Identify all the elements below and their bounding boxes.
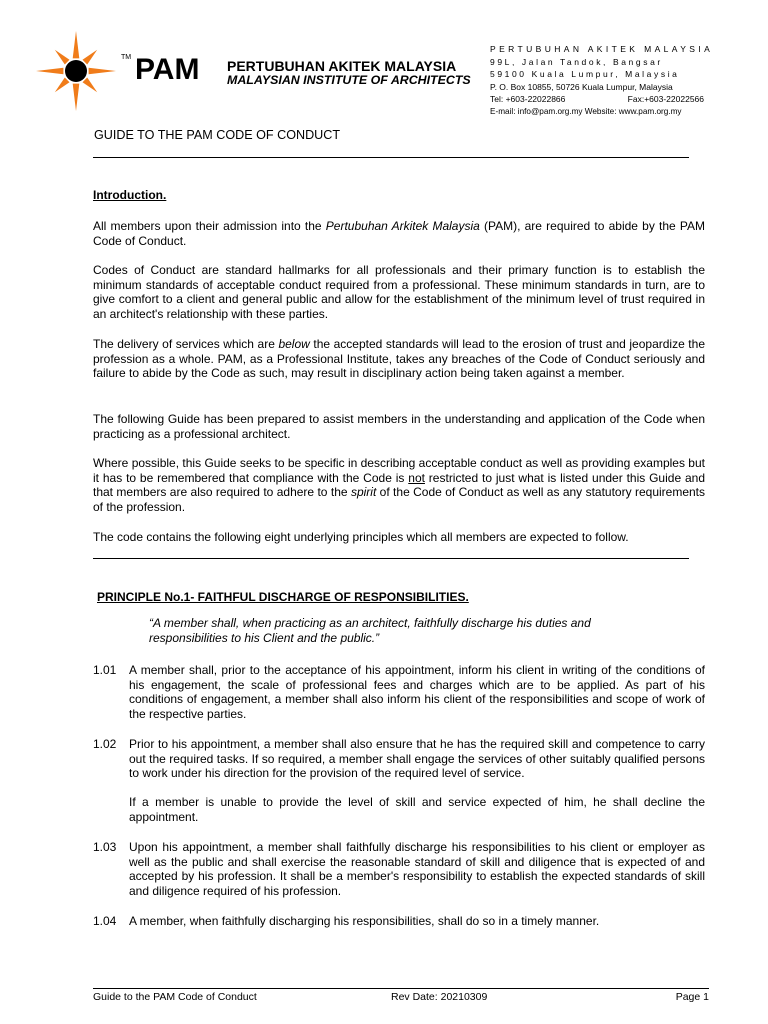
fax: Fax:+603-22022566 [627, 94, 704, 104]
clause-number: 1.02 [93, 737, 117, 751]
telephone: Tel: +603-22022866 [490, 94, 566, 104]
footer-rev-date: Rev Date: 20210309 [391, 991, 488, 1003]
p3-text-em: below [278, 337, 310, 351]
intro-paragraph-6: The code contains the following eight underlying principles which all members are expected to follow. [93, 530, 629, 544]
intro-paragraph-3 [93, 337, 705, 381]
p5-text-em: spirit [350, 485, 377, 500]
intro-paragraph-1 [93, 219, 705, 248]
clause-text: Prior to his appointment, a member shall also ensure that he has the required skill and competence to carry out the required tasks. If so required, a member shall engage the services of other suitably qualified persons to work under his direction for the provision of the required level of service. [129, 737, 705, 781]
address-block [490, 43, 714, 118]
page-footer [93, 988, 709, 1003]
p3-text-b: the accepted standards will lead to the erosion of trust and jeopardize the profession as a whole. PAM, as a Professional Institute, takes any breaches of the Code of Conduct seriously and failure to abide by the Code as such, may result in disciplinary action being taken against a member. [93, 337, 705, 381]
clause-text: Upon his appointment, a member shall faithfully discharge his responsibilities to his client or employer as well as the public and shall exercise the reasonable standard of skill and diligence that is expected of and accepted by his profession. It shall be a member's responsibility to establish the expected standards of skill and diligence required of his profession. [129, 840, 705, 898]
clause-number: 1.01 [93, 663, 117, 677]
document-title: GUIDE TO THE PAM CODE OF CONDUCT [94, 128, 341, 142]
logo-ray [83, 78, 98, 93]
contact-row [490, 93, 704, 106]
logo-ray [73, 84, 80, 111]
p5-text-a: Where possible, this Guide seeks to be specific in describing acceptable conduct as well as providing examples but it has to be remembered that compliance with the Code is [93, 456, 705, 485]
org-name: PERTUBUHAN AKITEK MALAYSIA [227, 58, 457, 74]
address-line-1: PERTUBUHAN AKITEK MALAYSIA [490, 44, 714, 54]
clause-number: 1.04 [93, 914, 117, 928]
logo-ray [36, 68, 63, 75]
address-line-3: 59100 Kuala Lumpur, Malaysia [490, 69, 680, 79]
org-name-english: MALAYSIAN INSTITUTE OF ARCHITECTS [227, 73, 471, 87]
footer-doc-name: Guide to the PAM Code of Conduct [93, 991, 257, 1003]
principle-quote: “A member shall, when practicing as an architect, faithfully discharge his duties and responsibilities to his Client and the public.” [149, 616, 591, 645]
intro-heading: Introduction. [93, 188, 167, 202]
trademark-mark: TM [121, 54, 132, 61]
principle-heading: PRINCIPLE No.1- FAITHFUL DISCHARGE OF RESPONSIBILITIES. [97, 590, 469, 604]
address-line-4: P. O. Box 10855, 50726 Kuala Lumpur, Malaysia [490, 81, 673, 92]
p5-text-b: restricted to just what is listed under this Guide and that members are also required to adhere to the [93, 470, 705, 500]
p3-text-a: The delivery of services which are [93, 337, 279, 351]
clause-text: A member, when faithfully discharging his responsibilities, shall do so in a timely manner. [129, 914, 600, 928]
p1-text-b: (PAM), are required to abide by the PAM Code of Conduct. [93, 219, 706, 248]
footer-page-number: Page 1 [675, 991, 709, 1003]
clause-number: 1.03 [93, 840, 117, 854]
brand-wordmark: PAM [135, 53, 200, 86]
address-line-2: 99L, Jalan Tandok, Bangsar [490, 56, 663, 67]
email-website: E-mail: info@pam.org.my Website: www.pam.org.my [490, 106, 682, 116]
p5-text-underline: not [408, 470, 425, 485]
p5-text-c: of the Code of Conduct as well as any statutory requirements of the profession. [93, 485, 706, 514]
p1-text-em: Pertubuhan Arkitek Malaysia [325, 219, 480, 233]
p1-text-a: All members upon their admission into the [93, 219, 326, 233]
logo-ray [55, 78, 70, 93]
title-divider [93, 157, 689, 158]
section-divider [93, 558, 689, 559]
logo-ray [73, 31, 80, 58]
clause-text: A member shall, prior to the acceptance of his appointment, inform his client in writing of the conditions of his engagement, the scale of professional fees and charges which are to be applied. As part of his conditions of engagement, a member shall also inform his client of the responsibilities and scope of work of the respective parties. [129, 663, 705, 721]
clause-text-continued: If a member is unable to provide the level of skill and service expected of him, he shall decline the appointment. [129, 795, 705, 824]
logo-ray [89, 68, 116, 75]
pam-logo-icon [36, 28, 116, 114]
intro-paragraph-4: The following Guide has been prepared to assist members in the understanding and application of the Code when practicing as a professional architect. [93, 412, 705, 441]
logo-ray [55, 50, 70, 65]
logo-ray [83, 50, 98, 65]
intro-paragraph-5 [93, 456, 705, 514]
intro-paragraph-2: Codes of Conduct are standard hallmarks for all professionals and their primary function is to establish the minimum standards of acceptable conduct required from a professional. These minimum standards in turn, are to give comfort to a client and general public and allow for the establishment of the minimum level of trust required in an architect's relationship with these parties. [93, 263, 705, 321]
